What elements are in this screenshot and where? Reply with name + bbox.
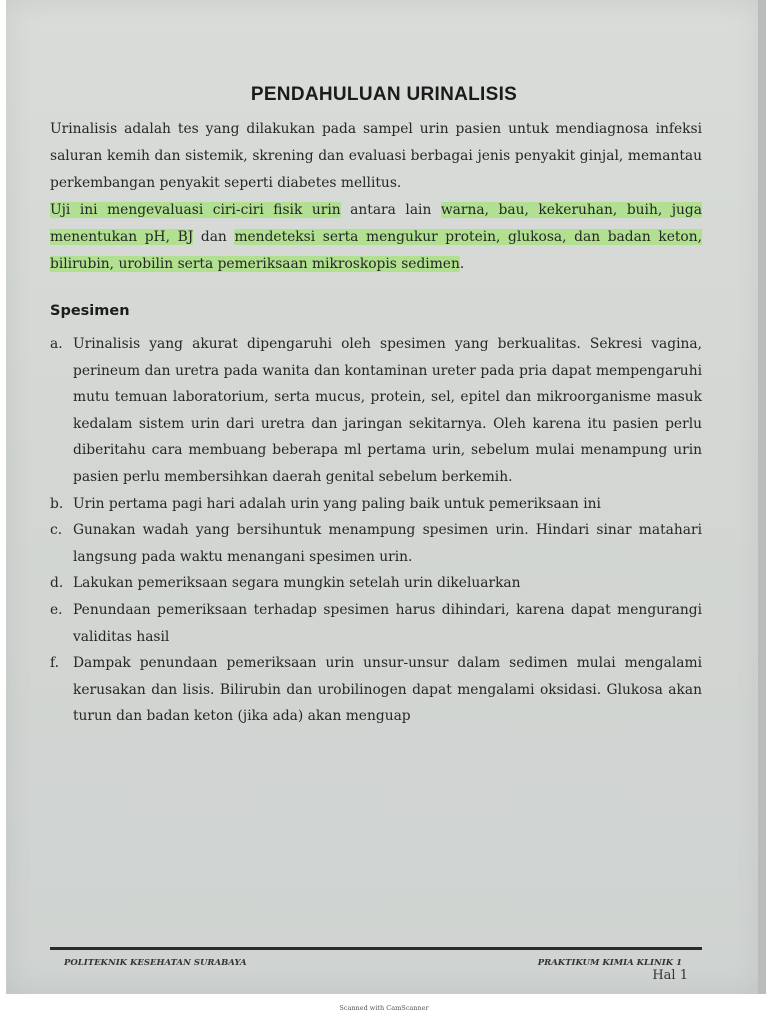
plain-2: dan bbox=[193, 229, 235, 245]
list-item-text: Urin pertama pagi hari adalah urin yang paling baik untuk pemeriksaan ini bbox=[73, 495, 601, 512]
page-number: Hal 1 bbox=[652, 968, 688, 983]
section-heading: Spesimen bbox=[50, 303, 130, 319]
intro-section bbox=[50, 116, 702, 278]
specimen-list bbox=[50, 331, 702, 730]
list-marker: c. bbox=[50, 522, 63, 539]
highlight-1: Uji ini mengevaluasi ciri-ciri fisik urin bbox=[50, 202, 341, 218]
list-item-text: Dampak penundaan pemeriksaan urin unsur-unsur dalam sedimen mulai mengalami kerusakan dan lisis. Bilirubin dan urobilinogen dapat mengalami oksidasi. Glukosa akan turun dan badan keton (jika ada) akan menguap bbox=[73, 655, 702, 725]
list-marker: b. bbox=[50, 495, 64, 512]
highlight-3: mendeteksi serta mengukur protein, glukosa, dan badan keton, bilirubin, urobilin serta pemeriksaan mikroskopis sedimen bbox=[50, 229, 702, 272]
list-marker: a. bbox=[50, 336, 63, 352]
plain-3: . bbox=[459, 256, 465, 272]
list-item-text: Gunakan wadah yang bersihuntuk menampung spesimen urin. Hindari sinar matahari langsung pada waktu menangani spesimen urin. bbox=[73, 522, 702, 565]
footer-course: PRAKTIKUM KIMIA KLINIK 1 bbox=[537, 958, 682, 968]
list-item-text: Urinalisis yang akurat dipengaruhi oleh spesimen yang berkualitas. Sekresi vagina, perineum dan uretra pada wanita dan kontaminan ureter pada pria dapat mempengaruhi mutu temuan laboratorium, serta mucus, protein, sel, epitel dan mikroorganisme masuk kedalam sistem urin dari uretra dan jaringan sekitarnya. Oleh karena itu pasien perlu diberitahu cara membuang beberapa ml pertama urin, sebelum mulai menampung urin pasien perlu membersihkan daerah genital sebelum berkemih. bbox=[73, 336, 702, 485]
list-item bbox=[50, 517, 702, 570]
page-title: PENDAHULUAN URINALISIS bbox=[250, 84, 518, 105]
footer-rule bbox=[50, 947, 702, 950]
list-item bbox=[50, 650, 702, 730]
page-edge-shadow bbox=[758, 0, 766, 994]
list-item-text: Lakukan pemeriksaan segara mungkin setelah urin dikeluarkan bbox=[73, 575, 521, 592]
footer-institution: POLITEKNIK KESEHATAN SURABAYA bbox=[64, 958, 247, 968]
list-item-text: Penundaan pemeriksaan terhadap spesimen harus dihindari, karena dapat mengurangi validitas hasil bbox=[73, 601, 702, 645]
highlight-2: warna, bau, kekeruhan, buih, juga menentukan pH, BJ bbox=[50, 202, 702, 245]
scanned-page bbox=[6, 0, 762, 994]
list-item bbox=[50, 570, 702, 597]
intro-paragraph-2 bbox=[50, 197, 702, 278]
list-marker: f. bbox=[50, 655, 60, 672]
plain-1: antara lain bbox=[340, 202, 441, 218]
list-item bbox=[50, 491, 702, 518]
scanner-watermark: Scanned with CamScanner bbox=[339, 1004, 429, 1012]
list-marker: e. bbox=[50, 601, 63, 618]
list-item bbox=[50, 597, 702, 650]
list-marker: d. bbox=[50, 575, 64, 592]
list-item bbox=[50, 331, 702, 491]
intro-paragraph-1: Urinalisis adalah tes yang dilakukan pada sampel urin pasien untuk mendiagnosa infeksi saluran kemih dan sistemik, skrening dan evaluasi berbagai jenis penyakit ginjal, memantau perkembangan penyakit seperti diabetes mellitus. bbox=[50, 121, 702, 191]
